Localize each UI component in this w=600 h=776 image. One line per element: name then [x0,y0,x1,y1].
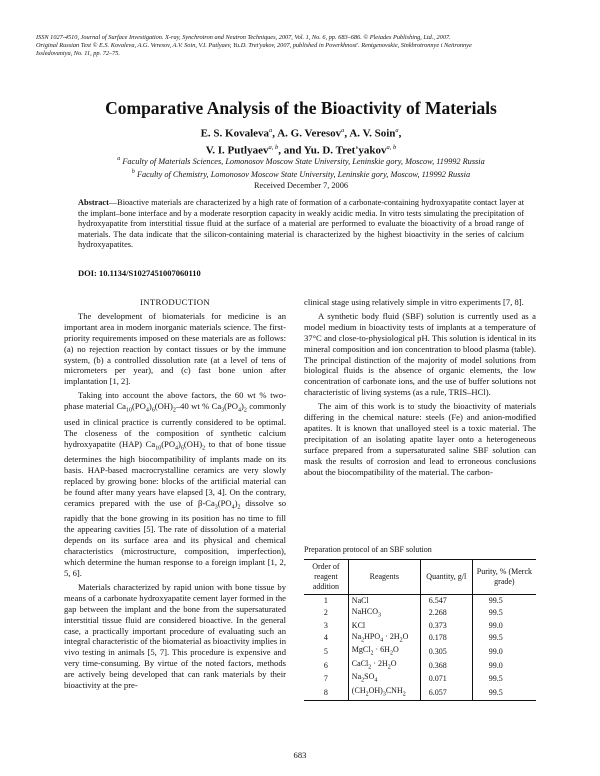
cell-order: 6 [323,660,328,670]
table-row [304,645,536,659]
right-paragraph-2: The aim of this work is to study the bioactivity of materials differing in the chemical nature: steels (Fe) and anion-modified apatites. It is known that unalloyed steel is a toxic material. The precipitation of an isolating apatite layer onto a heterogeneous surface prepared from a supersaturated saline SBF solution can mask the results of corrosion and lead to erroneous conclusions about the biocompatibility of the material. The carbon- [304,401,536,477]
cell-order: 1 [323,595,328,605]
cell-purity: 99.0 [472,620,536,632]
cell-quantity: 0.071 [420,672,472,686]
cell-quantity: 0.368 [420,659,472,673]
affil-b: Faculty of Chemistry, Lomonosov Moscow State University, Leninskie gory, Moscow, 119992 Russia [136,170,471,180]
cell-purity: 99.5 [472,672,536,686]
journal-header [36,34,566,58]
cell-order: 5 [323,646,328,656]
header-line-2: Original Russian Text © E.S. Kovaleva, A.G. Veresov, A.V. Soin, V.I. Putlyaev, Yu.D. Tret'yakov, 2007, published in Poverkhnost'. Rentgenovskie, Sinkhrotronnye i Neitronnye [36,42,472,49]
author-2: A. G. Veresov [277,127,342,140]
cell-reagent: MgCl$_2$ · $6H_2O$ [348,645,420,659]
table-row [304,632,536,646]
author-1: E. S. Kovaleva [200,127,270,140]
cell-reagent: $(CH_2OH)_3CNH_2$ [348,686,420,700]
author-1-sup: a [269,127,273,134]
cell-quantity: 0.178 [420,632,472,646]
cell-quantity: 6.057 [420,686,472,700]
table-row [304,659,536,673]
received-date: Received December 7, 2006 [254,180,348,190]
author-list: E. S. Kovaleva$^a$, A. G. Veresov$^a$, A. V. Soin$^a$, V. I. Putlyaev$^{a, b}$, and Yu. D. Tret'yakov$^{a, b}$ [200,127,402,157]
page-number: 683 [293,750,307,760]
author-2-sup: a [341,127,345,134]
left-column [64,297,286,694]
doi: DOI: 10.1134/S1027451007060110 [78,268,201,278]
right-paragraph-1: A synthetic body fluid (SBF) solution is currently used as a model medium in bioactivity tests of implants at a temperature of 37°C and close-to-physiological pH. This solution is identical in its mineral composition and ion concentration to blood plasma (table). The principal distinction of the majority of model solutions from biological fluids is the absence of organic elements, the low concentration of carbonate ions, and the use of buffer solutions not characteristic of living systems (as a rule, TRIS–HCl). [304,310,536,398]
table-row [304,686,536,700]
cell-purity: 99.5 [472,632,536,646]
affil-b-label: b [131,169,135,176]
cell-order: 8 [304,686,348,700]
author-and: and [283,144,302,157]
cell-order: 2 [323,608,328,618]
cell-purity: 99.5 [472,607,536,621]
cell-reagent: CaCl$_2$ · $2H_2O$ [348,659,420,673]
abstract-text: —Bioactive materials are characterized by a high rate of formation of a carbonate-containing hydroxyapatite contact layer at the implant–bone interface and by a moderate resorption capacity in weakly acidic media. In vitro tests simulating the precipitation of hydroxyapatite from interstitial tissue fluid at the surface of a material are performed to evaluate the bioactivity of a broad range of materials. The data indicate that the silicon-containing material is characterized by the highest bioactivity in the series of calcium hydroxyapatites. [78,198,524,249]
intro-paragraph-3: Materials characterized by rapid union with bone tissue by means of a carbonate hydroxyapatite cement layer formed in the gap between the implant and the bone from the supersaturated interstitial tissue fluid are considered bioactive. In the general case, a practically important procedure of evaluating such an integral characteristic of the biomaterial as bioactivity implies in vivo testing in animals [5, 7]. This procedure is expensive and very time-consuming. By virtue of the noted factors, methods are actively being developed that can rank materials by their bioactivity at the pre- [64,581,286,691]
affil-a: Faculty of Materials Sciences, Lomonosov Moscow State University, Leninskie gory, Moscow, 119992 Russia [122,156,485,166]
author-5: Yu. D. Tret'yakov [303,144,387,157]
paper-title: Comparative Analysis of the Bioactivity of Materials [105,98,497,118]
author-4: V. I. Putlyaev [205,144,269,157]
intro-paragraph-2: Taking into account the above factors, the 60 wt % two-phase material $Ca_{10}(PO_4)_6(OH)_2-40$ wt % $Ca_3(PO_4)_2$ commonly used in clinical practice is currently considered to be optimal. The closeness of the composition of synthetic calcium hydroxyapatite (HAP) $Ca_{10}(PO_4)_6(OH)_2$ to that of bone tissue determines the high biocompatibility of implants made on its basis. HAP-based macrocrystalline ceramics are very slowly replaced by growing bone: blocks of the artificial material can be found after many years have elapsed [3, 4]. On the contrary, ceramics prepared with the use of $\beta-Ca_3(PO_4)_2$ dissolve so rapidly that the bone growing in its position has no time to fill the appearing cavities [5]. The rate of dissolution of a material depends on its surface area and its physical and chemical characteristics (microstructure, composition, imperfection), which determine the human response to a foreign implant [1, 2, 5, 6]. [64,390,286,578]
intro-paragraph-1: The development of biomaterials for medicine is an important area in modern inorganic materials science. The first-priority requirements imposed on these materials are as follows: (a) no rejection reaction by contact tissues or by the immune system, (b) a controlled dissolution rate (at a level of tens of micrometers per year), and (c) fast bone union after implantation [1, 2]. [64,310,286,387]
author-3: A. V. Soin [349,127,396,140]
section-title: INTRODUCTION [139,297,211,307]
right-column [304,297,536,481]
cell-purity: 99.0 [472,659,536,673]
author-4-sup: a, b [268,143,279,151]
header-line-1: ISSN 1027-4510, Journal of Surface Investigation. X-ray, Synchrotron and Neutron Techniques, 2007, Vol. 1, No. 6, pp. 683–686. © Pleiades Publishing, Ltd., 2007. [36,34,451,41]
table-row [304,672,536,686]
header-order: Order of reagent addition [304,560,348,595]
cell-quantity: 2.268 [420,607,472,621]
affil-a-label: a [117,156,121,162]
table-row [304,607,536,621]
sbf-table [304,559,536,701]
cell-purity: 99.5 [472,686,536,700]
cell-quantity: 0.373 [420,620,472,632]
cell-reagent: KCl [348,620,420,632]
table-body [304,595,536,701]
author-3-sup: a [395,127,399,134]
cell-reagent: $Na_2SO_4$ [348,672,420,686]
right-paragraph-0: clinical stage using relatively simple in vitro experiments [7, 8]. [304,297,524,307]
table-caption: Preparation protocol of an SBF solution [304,545,432,554]
cell-order: 3 [323,620,328,630]
cell-reagent: NaCl [348,595,420,607]
table-row [304,620,536,632]
cell-reagent: $Na_2HPO_4 \cdot 2H_2O$ [348,632,420,646]
affiliations [36,154,566,191]
cell-purity: 99.0 [472,645,536,659]
header-line-3: Issledovaniya, No. 11, pp. 72–75. [36,50,121,57]
abstract-label: Abstract [78,198,109,207]
author-5-sup: a, b [386,143,397,151]
header-quantity: Quantity, g/l [420,560,472,595]
cell-quantity: 6.547 [420,595,472,607]
table-header-row [304,560,536,595]
cell-order: 4 [323,633,328,643]
abstract [78,198,524,251]
header-reagents: Reagents [348,560,420,595]
table-row [304,595,536,607]
cell-purity: 99.5 [472,595,536,607]
cell-order: 7 [323,674,328,684]
cell-reagent: NaHCO$_3$ [348,607,420,621]
header-purity: Purity, % (Merck grade) [472,560,536,595]
cell-quantity: 0.305 [420,645,472,659]
